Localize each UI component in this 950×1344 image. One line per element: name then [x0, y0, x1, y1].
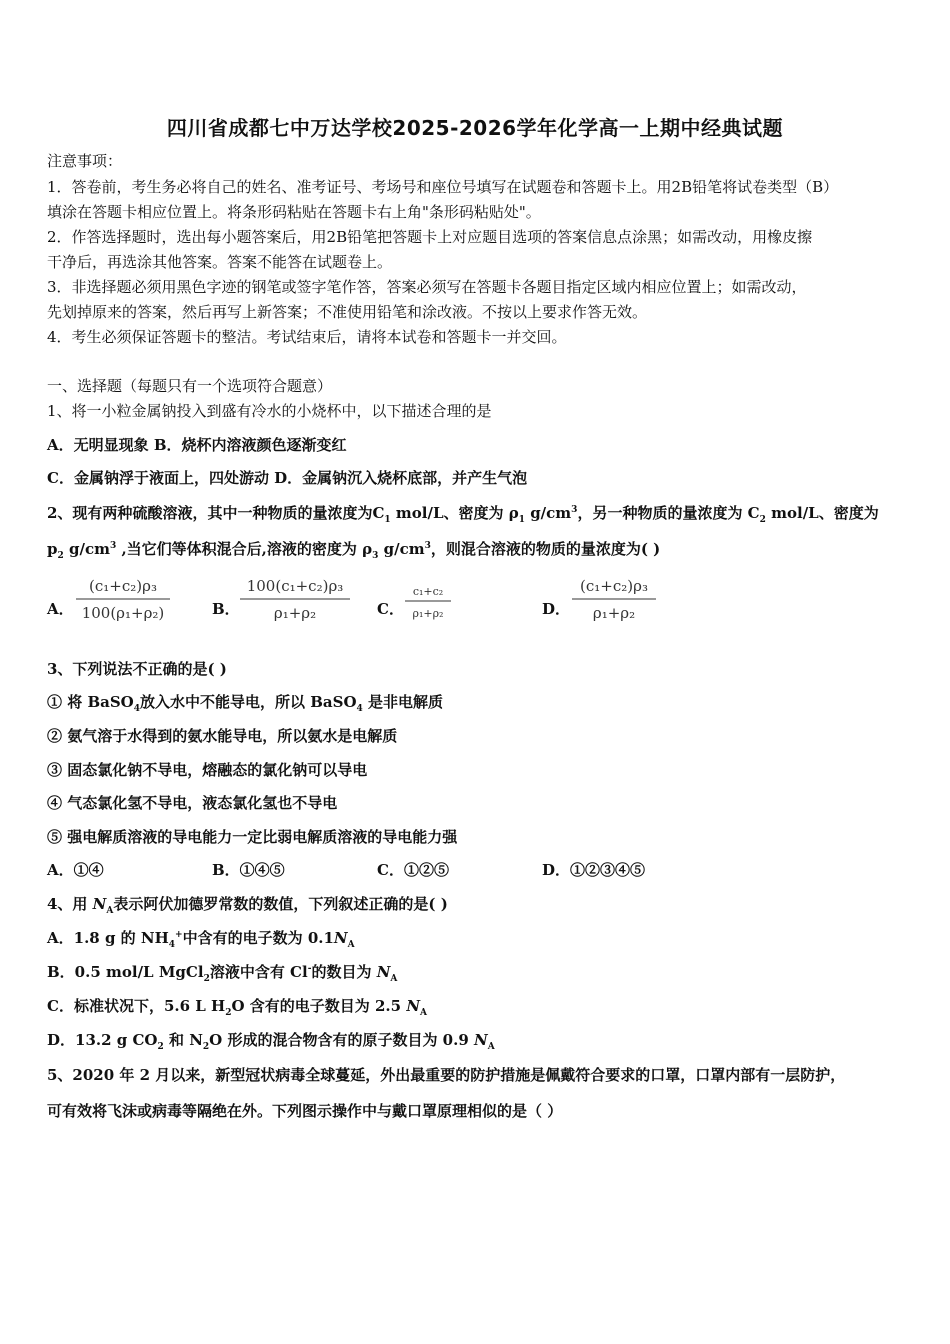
- q2-option-c-label: C．: [377, 600, 404, 618]
- notice-item-3a: 3．非选择题必须用黑色字迹的钢笔或签字笔作答，答案必须写在答题卡各题目指定区域内相应位置上；如需改动，: [47, 278, 807, 296]
- fraction-d-denominator: ρ₁+ρ₂: [592, 604, 636, 622]
- q3-statement-2: ② 氨气溶于水得到的氨水能导电，所以氨水是电解质: [47, 727, 398, 745]
- q3-option-d: D．①②③④⑤: [542, 861, 646, 879]
- fraction-c-numerator: c₁+c₂: [412, 585, 444, 598]
- q4-option-b: B．0.5 mol/L MgCl$_2$溶液中含有 Cl-的数目为 $N_A$: [47, 963, 398, 984]
- fraction-c-denominator: ρ₁+ρ₂: [412, 607, 444, 620]
- notice-item-2b: 干净后，再选涂其他答案。答案不能答在试题卷上。: [47, 253, 393, 271]
- q2-option-a-label: A．: [47, 600, 74, 618]
- q2-option-b-label: B．: [212, 600, 240, 618]
- q3-statement-4: ④ 气态氯化氢不导电，液态氯化氢也不导电: [47, 794, 338, 812]
- notice-heading: 注意事项：: [47, 152, 123, 170]
- q2-stem-line2: $p_2$ $g/cm^3$ ,当它们等体积混合后,溶液的密度为 $\rho_3$ $g/cm^3$，则混合溶液的物质的量浓度为( ): [47, 540, 661, 561]
- q1-options-ab: A．无明显现象 B．烧杯内溶液颜色逐渐变红: [47, 436, 347, 454]
- q3-statement-3: ③ 固态氯化钠不导电，熔融态的氯化钠可以导电: [47, 761, 368, 779]
- q2-option-b-fraction: [236, 571, 354, 631]
- fraction-b-denominator: ρ₁+ρ₂: [273, 604, 317, 622]
- q2-option-c-fraction: [402, 578, 454, 632]
- q4-stem: 4、用 $N_A$表示阿伏加德罗常数的数值，下列叙述正确的是( ): [47, 895, 448, 916]
- section-heading: 一、选择题（每题只有一个选项符合题意）: [47, 377, 333, 395]
- fraction-a-svg: [72, 571, 174, 627]
- notice-item-1a: 1．答卷前，考生务必将自己的姓名、准考证号、考场号和座位号填写在试题卷和答题卡上。用2B铅笔将试卷类型（B）: [47, 178, 839, 196]
- fraction-d-numerator: (c₁+c₂)ρ₃: [580, 577, 648, 595]
- q4-option-c: C．标准状况下，5.6 L $H_2O$ 含有的电子数目为 2.5 $N_A$: [47, 997, 428, 1018]
- notice-item-3b: 先划掉原来的答案，然后再写上新答案；不准使用铅笔和涂改液。不按以上要求作答无效。: [47, 303, 648, 321]
- q3-option-a: A．①④: [47, 861, 104, 879]
- q5-stem-line1: 5、2020 年 2 月以来，新型冠状病毒全球蔓延，外出最重要的防护措施是佩戴符合要求的口罩，口罩内部有一层防护，: [47, 1066, 846, 1084]
- q5-stem-line2: 可有效将飞沫或病毒等隔绝在外。下列图示操作中与戴口罩原理相似的是（ ）: [47, 1102, 563, 1120]
- notice-item-2a: 2．作答选择题时，选出每小题答案后，用2B铅笔把答题卡上对应题目选项的答案信息点涂黑；如需改动，用橡皮擦: [47, 228, 813, 246]
- fraction-c-svg: [402, 578, 454, 628]
- q3-option-b: B．①④⑤: [212, 861, 285, 879]
- fraction-b-numerator: 100(c₁+c₂)ρ₃: [246, 577, 344, 595]
- q3-option-c: C．①②⑤: [377, 861, 449, 879]
- q4-option-a: A．1.8 g 的 $NH_4^+$中含有的电子数为 $0.1N_A$: [47, 929, 355, 950]
- q3-stem: 3、下列说法不正确的是( ): [47, 660, 227, 678]
- q3-statement-5: ⑤ 强电解质溶液的导电能力一定比弱电解质溶液的导电能力强: [47, 828, 458, 846]
- notice-item-4: 4．考生必须保证答题卡的整洁。考试结束后，请将本试卷和答题卡一并交回。: [47, 328, 567, 346]
- q1-stem: 1、将一小粒金属钠投入到盛有冷水的小烧杯中，以下描述合理的是: [47, 402, 492, 420]
- q2-option-a-fraction: [72, 571, 174, 631]
- fraction-d-svg: [568, 571, 660, 627]
- q1-options-cd: C．金属钠浮于液面上，四处游动 D．金属钠沉入烧杯底部，并产生气泡: [47, 469, 528, 487]
- fraction-a-numerator: (c₁+c₂)ρ₃: [89, 577, 157, 595]
- q2-option-d-fraction: [568, 571, 660, 631]
- fraction-b-svg: [236, 571, 354, 627]
- q2-option-d-label: D．: [542, 600, 571, 618]
- q2-stem-line1: 2、现有两种硫酸溶液，其中一种物质的量浓度为$C_1$ mol/L、密度为 $\rho_1$ $g/cm^3$，另一种物质的量浓度为 $C_2$ mol/L、密度为: [47, 504, 879, 525]
- q4-option-d: D．13.2 g $CO_2$ 和 $N_2O$ 形成的混合物含有的原子数目为 0.9 $N_A$: [47, 1031, 495, 1052]
- notice-item-1b: 填涂在答题卡相应位置上。将条形码粘贴在答题卡右上角"条形码粘贴处"。: [47, 203, 541, 221]
- page-title: 四川省成都七中万达学校2025-2026学年化学高一上期中经典试题: [166, 116, 784, 140]
- q3-statement-1: ① 将 BaSO$_4$放入水中不能导电，所以 BaSO$_4$ 是非电解质: [47, 693, 444, 714]
- fraction-a-denominator: 100(ρ₁+ρ₂): [81, 604, 165, 622]
